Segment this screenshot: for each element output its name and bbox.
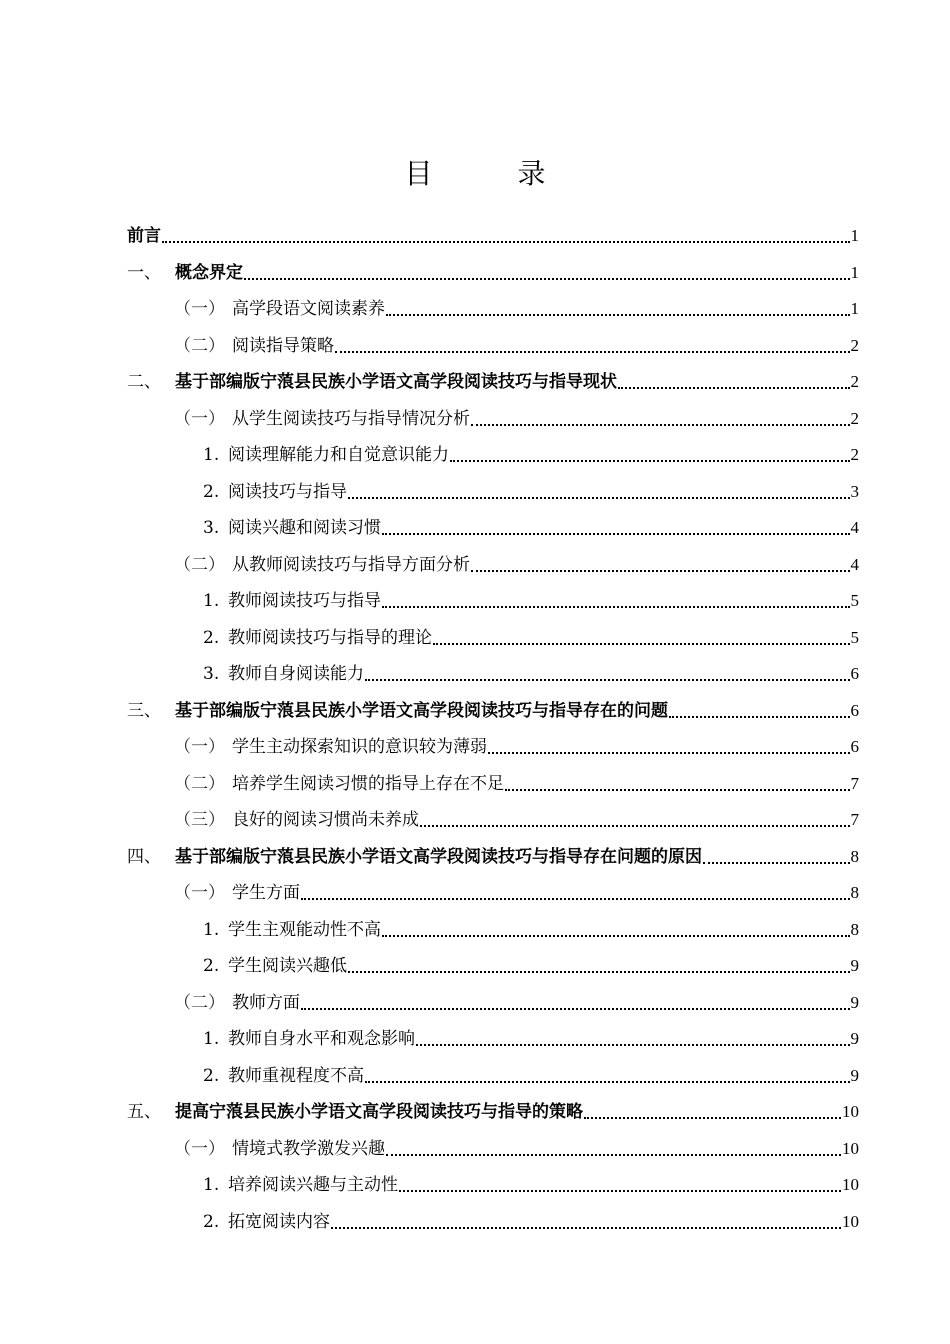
toc-entry-page: 6 [850, 664, 859, 683]
toc-entry-text: 拓宽阅读内容 [228, 1211, 330, 1232]
toc-entry[interactable] [0, 1131, 950, 1167]
toc-entry-text: 前言 [127, 226, 161, 246]
toc-entry-text: 概念界定 [175, 262, 243, 283]
toc-entry-number: 2. [203, 1065, 220, 1086]
toc-entry-page: 4 [850, 554, 859, 574]
toc-entry[interactable] [0, 1021, 950, 1057]
toc-entry-number: 二、 [127, 372, 161, 392]
toc-entry-number: （二） [174, 992, 225, 1013]
toc-entry-text: 从教师阅读技巧与指导方面分析 [232, 554, 470, 575]
toc-entry-text: 从学生阅读技巧与指导情况分析 [232, 408, 470, 429]
toc-entry-text: 学生主观能动性不高 [228, 919, 381, 940]
toc-entry-page: 6 [850, 737, 859, 756]
toc-entry-number: 一、 [127, 262, 161, 283]
dot-leader [348, 496, 850, 499]
dot-leader [471, 569, 850, 572]
toc-entry[interactable] [0, 547, 950, 583]
toc-entry-page: 6 [850, 700, 859, 720]
toc-entry-page: 4 [850, 518, 859, 537]
toc-entry-number: 3. [203, 518, 220, 538]
toc-entry-text: 教师自身阅读能力 [228, 664, 364, 684]
toc-entry-number: 2. [203, 956, 220, 976]
toc-entry-text: 学生阅读兴趣低 [228, 956, 347, 976]
toc-entry-page: 7 [850, 810, 859, 829]
dot-leader [301, 1007, 850, 1010]
toc-entry-text: 阅读理解能力和自觉意识能力 [228, 445, 449, 465]
toc-entry[interactable] [0, 1094, 950, 1130]
toc-entry-number: （二） [174, 554, 225, 575]
toc-entry-number: 五、 [127, 1102, 161, 1122]
toc-entry-page: 8 [850, 919, 859, 939]
toc-entry-text: 培养学生阅读习惯的指导上存在不足 [232, 773, 504, 794]
toc-entry-number: （一） [174, 737, 225, 757]
toc-entry-page: 10 [842, 1211, 859, 1231]
toc-entry-page: 8 [850, 846, 859, 866]
toc-entry-number: （二） [174, 335, 225, 356]
dot-leader [382, 934, 850, 937]
dot-leader [669, 715, 850, 718]
toc-entry-page: 10 [842, 1175, 859, 1194]
toc-entry[interactable] [0, 729, 950, 765]
toc-entry-text: 基于部编版宁蒗县民族小学语文高学段阅读技巧与指导现状 [175, 372, 617, 392]
toc-entry[interactable] [0, 583, 950, 619]
toc-entry-text: 教师阅读技巧与指导的理论 [228, 627, 432, 648]
dot-leader [399, 1189, 841, 1192]
toc-entry[interactable] [0, 291, 950, 327]
dot-leader [301, 897, 850, 900]
toc-entry-text: 提高宁蒗县民族小学语文高学段阅读技巧与指导的策略 [175, 1102, 583, 1122]
dot-leader [386, 313, 850, 316]
toc-entry-text: 阅读技巧与指导 [228, 481, 347, 502]
toc-entry-page: 10 [842, 1102, 859, 1121]
dot-leader [386, 1153, 841, 1156]
toc-entry-number: （一） [174, 299, 225, 319]
dot-leader [471, 423, 850, 426]
toc-entry-text: 教师方面 [232, 992, 300, 1013]
toc-entry[interactable] [0, 693, 950, 729]
dot-leader [420, 824, 850, 827]
toc-entry-number: （一） [174, 408, 225, 429]
toc-entry[interactable] [0, 1058, 950, 1094]
toc-entry-page: 2 [850, 335, 859, 355]
toc-entry-text: 教师阅读技巧与指导 [228, 591, 381, 611]
toc-entry[interactable] [0, 839, 950, 875]
dot-leader [488, 751, 850, 754]
toc-entry-text: 良好的阅读习惯尚未养成 [232, 810, 419, 830]
toc-entry-page: 2 [850, 445, 859, 464]
toc-entry[interactable] [0, 875, 950, 911]
dot-leader [618, 386, 850, 389]
toc-entry-text: 基于部编版宁蒗县民族小学语文高学段阅读技巧与指导存在的问题 [175, 700, 668, 721]
dot-leader [335, 350, 850, 353]
toc-entry[interactable] [0, 985, 950, 1021]
toc-entry-text: 阅读指导策略 [232, 335, 334, 356]
toc-entry-number: 1. [203, 591, 220, 611]
toc-title: 目 录 [404, 157, 584, 190]
toc-entry-number: 四、 [127, 846, 161, 867]
dot-leader [416, 1043, 850, 1046]
toc-entry[interactable] [0, 912, 950, 948]
toc-entry[interactable] [0, 328, 950, 364]
toc-entry-page: 9 [850, 956, 859, 975]
toc-entry[interactable] [0, 437, 950, 473]
dot-leader [331, 1226, 841, 1229]
toc-entry-number: 2. [203, 1211, 220, 1232]
toc-entry[interactable] [0, 948, 950, 984]
toc-entry[interactable] [0, 656, 950, 692]
dot-leader [382, 532, 850, 535]
toc-entry-page: 3 [850, 481, 859, 501]
toc-entry-number: （一） [174, 1138, 225, 1159]
toc-entry-text: 基于部编版宁蒗县民族小学语文高学段阅读技巧与指导存在问题的原因 [175, 846, 702, 867]
toc-entry-page: 2 [850, 372, 859, 391]
toc-entry-page: 7 [850, 773, 859, 793]
dot-leader [244, 277, 850, 280]
toc-entry-text: 学生方面 [232, 883, 300, 903]
toc-entry-page: 9 [850, 992, 859, 1012]
toc-entry[interactable] [0, 802, 950, 838]
toc-entry-text: 高学段语文阅读素养 [232, 299, 385, 319]
toc-entry-number: （三） [174, 810, 225, 830]
toc-entry[interactable] [0, 1167, 950, 1203]
toc-entry-number: 1. [203, 445, 220, 465]
toc-entry-text: 教师自身水平和观念影响 [228, 1029, 415, 1049]
dot-leader [382, 605, 850, 608]
toc-entry-page: 8 [850, 883, 859, 902]
toc-entry[interactable] [0, 1204, 950, 1240]
toc-entry-text: 情境式教学激发兴趣 [232, 1138, 385, 1159]
dot-leader [505, 788, 850, 791]
toc-entry-number: （一） [174, 883, 225, 903]
toc-entry-page: 2 [850, 408, 859, 428]
toc-entry-page: 10 [842, 1138, 859, 1158]
dot-leader [348, 970, 850, 973]
dot-leader [365, 678, 850, 681]
dot-leader [450, 459, 850, 462]
dot-leader [433, 642, 850, 645]
dot-leader [703, 861, 850, 864]
toc-entry[interactable] [0, 218, 950, 254]
toc-entry-text: 阅读兴趣和阅读习惯 [228, 518, 381, 538]
toc-entry-page: 5 [850, 591, 859, 610]
toc-entry[interactable] [0, 401, 950, 437]
toc-entry[interactable] [0, 766, 950, 802]
toc-entry[interactable] [0, 255, 950, 291]
toc-entry-text: 学生主动探索知识的意识较为薄弱 [232, 737, 487, 757]
toc-entry[interactable] [0, 620, 950, 656]
toc-entry-number: 三、 [127, 700, 161, 721]
dot-leader [584, 1116, 841, 1119]
toc-entry-text: 教师重视程度不高 [228, 1065, 364, 1086]
toc-entry-number: （二） [174, 773, 225, 794]
toc-entry[interactable] [0, 474, 950, 510]
toc-entry-page: 1 [850, 226, 859, 245]
toc-entry-page: 1 [850, 299, 859, 318]
toc-entry[interactable] [0, 510, 950, 546]
toc-entry-number: 3. [203, 664, 220, 684]
toc-entry[interactable] [0, 364, 950, 400]
toc-entry-page: 1 [850, 262, 859, 282]
toc-entry-text: 培养阅读兴趣与主动性 [228, 1175, 398, 1195]
toc-entry-number: 1. [203, 1029, 220, 1049]
dot-leader [162, 240, 850, 243]
toc-entry-page: 9 [850, 1065, 859, 1085]
dot-leader [365, 1080, 850, 1083]
toc-entry-page: 9 [850, 1029, 859, 1048]
toc-entry-number: 1. [203, 1175, 220, 1195]
toc-entry-number: 2. [203, 481, 220, 502]
toc-entry-number: 2. [203, 627, 220, 648]
toc-entry-page: 5 [850, 627, 859, 647]
toc-entry-number: 1. [203, 919, 220, 940]
